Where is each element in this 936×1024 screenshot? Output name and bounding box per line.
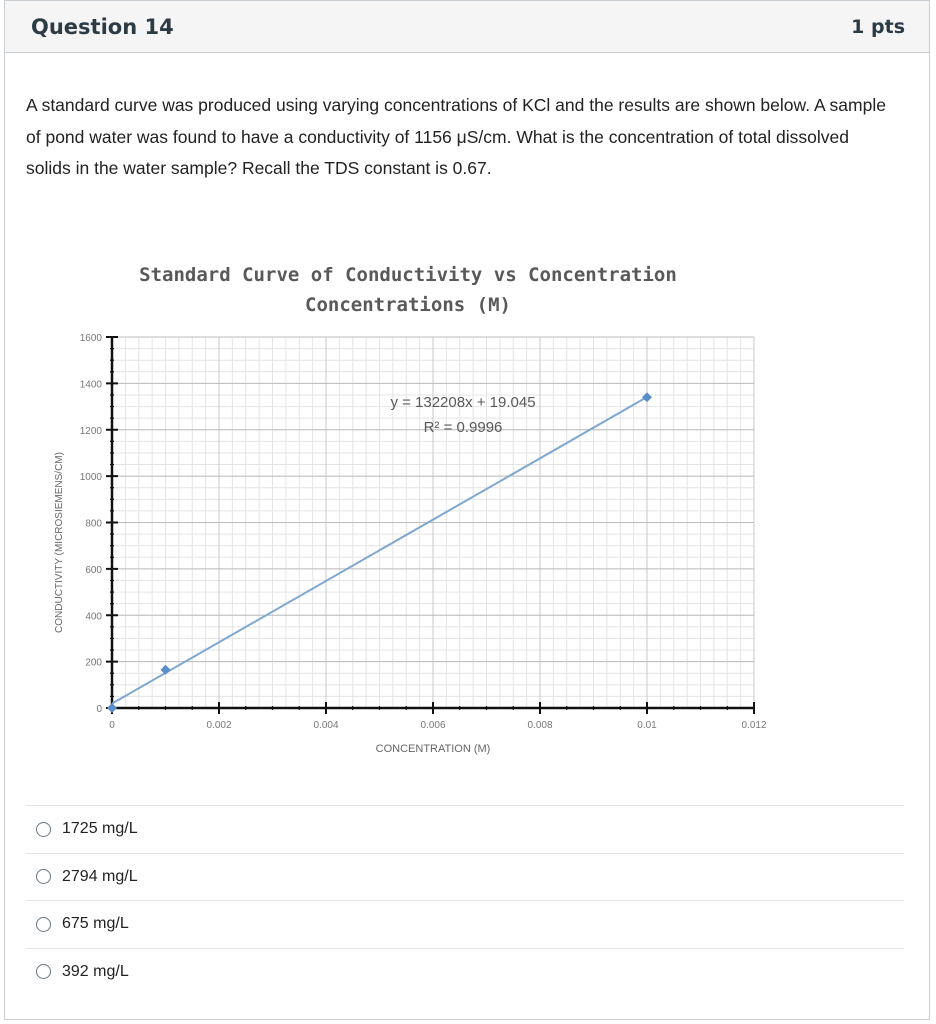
- x-tick-label: 0.004: [313, 720, 339, 731]
- question-points: 1 pts: [851, 15, 905, 38]
- answer-label: 675 mg/L: [62, 915, 129, 933]
- trendline-equation: y = 132208x + 19.045: [390, 394, 536, 411]
- chart-subtitle: Concentrations (M): [305, 294, 511, 316]
- question-header: [5, 1, 929, 53]
- question-text: A standard curve was produced using varying concentrations of KCl and the results are shown below. A sample of pond water was found to have a conductivity of 1156 μS/cm. What is the concentration of total dissolved solids in the water sample? Recall the TDS constant is 0.67.: [26, 95, 886, 178]
- y-tick-label: 400: [85, 611, 102, 623]
- x-tick-label: 0: [109, 720, 115, 731]
- y-axis-label: CONDUCTIVITY (MICROSIEMENS/CM): [54, 452, 65, 633]
- x-tick-label: 0.012: [741, 720, 767, 731]
- y-tick-label: 600: [85, 564, 102, 576]
- y-tick-label: 200: [85, 657, 102, 669]
- answer-option[interactable]: [26, 805, 904, 853]
- data-point: [107, 703, 117, 713]
- y-tick-label: 1600: [79, 333, 102, 344]
- answer-label: 392 mg/L: [62, 962, 129, 980]
- x-axis-label: CONCENTRATION (M): [375, 743, 491, 755]
- answer-option[interactable]: [26, 948, 904, 996]
- answer-option[interactable]: [26, 853, 904, 901]
- x-tick-label: 0.006: [420, 720, 446, 731]
- chart-title: Standard Curve of Conductivity vs Concentration: [139, 264, 677, 286]
- y-tick-label: 1200: [79, 425, 102, 437]
- x-tick-label: 0.01: [637, 720, 657, 731]
- radio-button[interactable]: [36, 964, 51, 979]
- answer-option[interactable]: [26, 900, 904, 948]
- y-tick-label: 1400: [79, 379, 102, 391]
- y-tick-label: 1000: [79, 472, 102, 484]
- answer-list: [26, 805, 904, 995]
- radio-button[interactable]: [36, 869, 51, 884]
- answer-label: 1725 mg/L: [62, 820, 138, 838]
- standard-curve-chart: [40, 250, 780, 770]
- data-point: [642, 392, 652, 402]
- radio-button[interactable]: [36, 822, 51, 837]
- trendline-r2: R² = 0.9996: [423, 419, 503, 436]
- answer-label: 2794 mg/L: [62, 867, 138, 885]
- x-tick-label: 0.002: [206, 720, 232, 731]
- question-title: Question 14: [31, 14, 174, 39]
- y-tick-label: 800: [85, 518, 102, 530]
- y-tick-label: 0: [96, 704, 102, 715]
- radio-button[interactable]: [36, 917, 51, 932]
- x-tick-label: 0.008: [527, 720, 553, 731]
